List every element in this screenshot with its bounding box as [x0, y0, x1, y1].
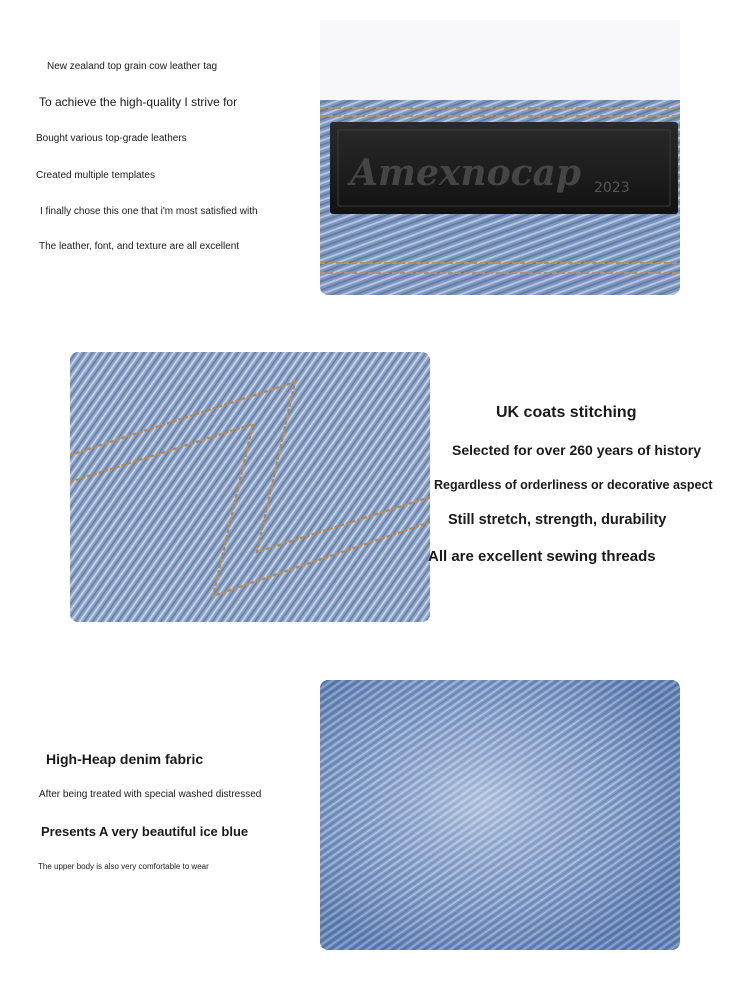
- washed-line: After being treated with special washed distressed: [39, 789, 262, 800]
- comfortable-line: The upper body is also very comfortable to wear: [38, 862, 209, 871]
- tag-brand: Amexnocap: [350, 152, 581, 194]
- stitching-photo: [70, 352, 430, 622]
- leather-tag-photo: [320, 20, 680, 295]
- history-line: Selected for over 260 years of history: [452, 442, 701, 458]
- leather-tag-heading: New zealand top grain cow leather tag: [47, 61, 218, 72]
- chose-line: I finally chose this one that i'm most satisfied with: [40, 206, 258, 217]
- excellent-line: The leather, font, and texture are all excellent: [39, 241, 240, 252]
- orderliness-line: Regardless of orderliness or decorative aspect: [434, 478, 713, 492]
- stitching-title: UK coats stitching: [496, 404, 637, 421]
- threads-line: All are excellent sewing threads: [428, 548, 656, 565]
- stretch-line: Still stretch, strength, durability: [448, 512, 667, 528]
- tag-year: 2023: [594, 180, 630, 196]
- fabric-title: High-Heap denim fabric: [46, 751, 204, 767]
- templates-line: Created multiple templates: [36, 170, 155, 181]
- denim-fabric-photo: [320, 680, 680, 950]
- leathers-line: Bought various top-grade leathers: [36, 133, 187, 144]
- quality-line: To achieve the high-quality I strive for: [39, 95, 238, 109]
- ice-blue-line: Presents A very beautiful ice blue: [41, 824, 249, 839]
